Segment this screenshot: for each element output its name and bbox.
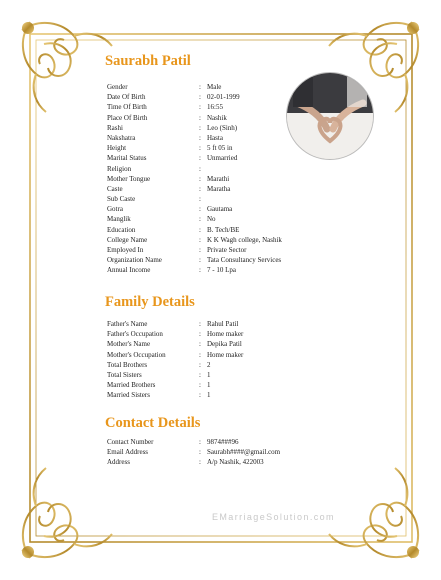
family-row-total-brothers <box>107 360 387 370</box>
detail-value: Home maker <box>207 350 244 359</box>
detail-value: 16:55 <box>207 103 223 112</box>
detail-value: Maratha <box>207 184 231 193</box>
detail-label: Email Address <box>107 448 149 457</box>
detail-label: Education <box>107 225 136 234</box>
separator: : <box>199 235 201 244</box>
corner-ornament-bottom-left <box>22 468 112 558</box>
detail-row-education <box>107 225 387 235</box>
detail-label: Manglik <box>107 215 131 224</box>
separator: : <box>199 164 201 173</box>
detail-label: Total Sisters <box>107 370 142 379</box>
separator: : <box>199 438 201 446</box>
detail-row-height <box>107 143 387 153</box>
detail-row-annual-income <box>107 265 387 275</box>
separator: : <box>199 195 201 204</box>
separator: : <box>199 448 201 457</box>
corner-ornament-bottom-right <box>329 468 419 558</box>
detail-label: Annual Income <box>107 266 151 275</box>
site-watermark: EMarriageSolution.com <box>212 512 335 522</box>
detail-value: Gautama <box>207 205 233 214</box>
detail-row-tob <box>107 102 387 112</box>
detail-value: Unmarried <box>207 154 238 163</box>
detail-label: Marital Status <box>107 154 147 163</box>
separator: : <box>199 225 201 234</box>
detail-label: Rashi <box>107 123 123 132</box>
separator: : <box>199 256 201 265</box>
detail-row-pob <box>107 113 387 123</box>
detail-row-manglik <box>107 214 387 224</box>
detail-row-marital-status <box>107 153 387 163</box>
detail-label: Married Brothers <box>107 381 156 390</box>
detail-row-sub-caste <box>107 194 387 204</box>
detail-value: Tata Consultancy Services <box>207 256 282 265</box>
separator: : <box>199 370 201 379</box>
detail-value: 2 <box>207 360 211 369</box>
detail-value: 1 <box>207 381 211 390</box>
separator: : <box>199 83 201 91</box>
separator: : <box>199 320 201 328</box>
detail-value: No <box>207 215 216 224</box>
detail-label: Time Of Birth <box>107 103 147 112</box>
detail-row-rashi <box>107 123 387 133</box>
separator: : <box>199 391 201 400</box>
contact-row-address <box>107 457 387 467</box>
detail-label: Date Of Birth <box>107 93 146 102</box>
detail-row-organization <box>107 255 387 265</box>
detail-row-dob <box>107 92 387 102</box>
separator: : <box>199 144 201 153</box>
detail-label: Total Brothers <box>107 360 148 369</box>
separator: : <box>199 205 201 214</box>
detail-value: 9874###96 <box>207 438 239 446</box>
detail-label: Employed In <box>107 246 144 254</box>
separator: : <box>199 266 201 275</box>
contact-row-email <box>107 447 387 457</box>
detail-value: Male <box>207 83 222 91</box>
family-row-married-sisters <box>107 390 387 400</box>
detail-label: Mother's Name <box>107 340 151 349</box>
detail-value: Saurabh####@gmail.com <box>207 448 281 457</box>
contact-row-number <box>107 437 387 447</box>
detail-label: Height <box>107 144 127 153</box>
detail-row-college <box>107 235 387 245</box>
family-row-father-occupation <box>107 329 387 339</box>
detail-label: Sub Caste <box>107 195 136 204</box>
separator: : <box>199 458 201 467</box>
family-row-father-name <box>107 319 387 329</box>
detail-label: Gotra <box>107 205 123 214</box>
detail-row-religion <box>107 164 387 174</box>
detail-value: 7 - 10 Lpa <box>207 266 236 275</box>
detail-label: Married Sisters <box>107 391 150 400</box>
separator: : <box>199 350 201 359</box>
profile-name: Saurabh Patil <box>105 53 191 69</box>
detail-label: Nakshatra <box>107 133 136 142</box>
separator: : <box>199 330 201 339</box>
separator: : <box>199 215 201 224</box>
detail-row-caste <box>107 184 387 194</box>
detail-label: Organization Name <box>107 256 162 265</box>
contact-details-heading: Contact Details <box>105 415 201 431</box>
detail-value: Home maker <box>207 330 244 339</box>
detail-value: Leo (Sinh) <box>207 123 238 132</box>
separator: : <box>199 381 201 390</box>
detail-label: Contact Number <box>107 438 154 446</box>
detail-value: Rahul Patil <box>207 320 239 328</box>
detail-label: Caste <box>107 184 123 193</box>
detail-value: 1 <box>207 391 211 400</box>
detail-label: Gender <box>107 83 128 91</box>
detail-value: Marathi <box>207 174 230 183</box>
detail-value: 02-01-1999 <box>207 93 240 102</box>
family-row-mother-name <box>107 339 387 349</box>
detail-value: Hasta <box>207 133 223 142</box>
detail-row-mother-tongue <box>107 174 387 184</box>
separator: : <box>199 340 201 349</box>
detail-label: Mother Tongue <box>107 174 151 183</box>
detail-value: B. Tech/BE <box>207 225 240 234</box>
detail-label: Religion <box>107 164 132 173</box>
family-row-mother-occupation <box>107 350 387 360</box>
detail-row-nakshatra <box>107 133 387 143</box>
detail-value: K K Wagh college, Nashik <box>207 235 282 244</box>
detail-label: Address <box>107 458 130 467</box>
detail-label: Father's Occupation <box>107 330 163 339</box>
detail-row-gender <box>107 82 387 92</box>
personal-details-list <box>107 82 387 276</box>
detail-value: 1 <box>207 370 211 379</box>
separator: : <box>199 246 201 254</box>
family-row-total-sisters <box>107 370 387 380</box>
detail-row-employed-in <box>107 245 387 255</box>
detail-value: Depika Patil <box>207 340 242 349</box>
family-details-heading: Family Details <box>105 294 195 310</box>
detail-label: College Name <box>107 235 148 244</box>
detail-label: Place Of Birth <box>107 113 148 122</box>
separator: : <box>199 113 201 122</box>
detail-value: Private Sector <box>207 246 247 254</box>
separator: : <box>199 360 201 369</box>
detail-label: Mother's Occupation <box>107 350 166 359</box>
corner-ornament-top-left <box>22 22 112 112</box>
family-details-list <box>107 319 387 401</box>
separator: : <box>199 174 201 183</box>
separator: : <box>199 103 201 112</box>
detail-value: Nashik <box>207 113 227 122</box>
separator: : <box>199 154 201 163</box>
family-row-married-brothers <box>107 380 387 390</box>
separator: : <box>199 93 201 102</box>
separator: : <box>199 133 201 142</box>
detail-value: 5 ft 05 in <box>207 144 233 153</box>
detail-label: Father's Name <box>107 320 148 328</box>
detail-value: A/p Nashik, 422003 <box>207 458 264 467</box>
contact-details-list <box>107 437 387 468</box>
detail-row-gotra <box>107 204 387 214</box>
separator: : <box>199 123 201 132</box>
separator: : <box>199 184 201 193</box>
